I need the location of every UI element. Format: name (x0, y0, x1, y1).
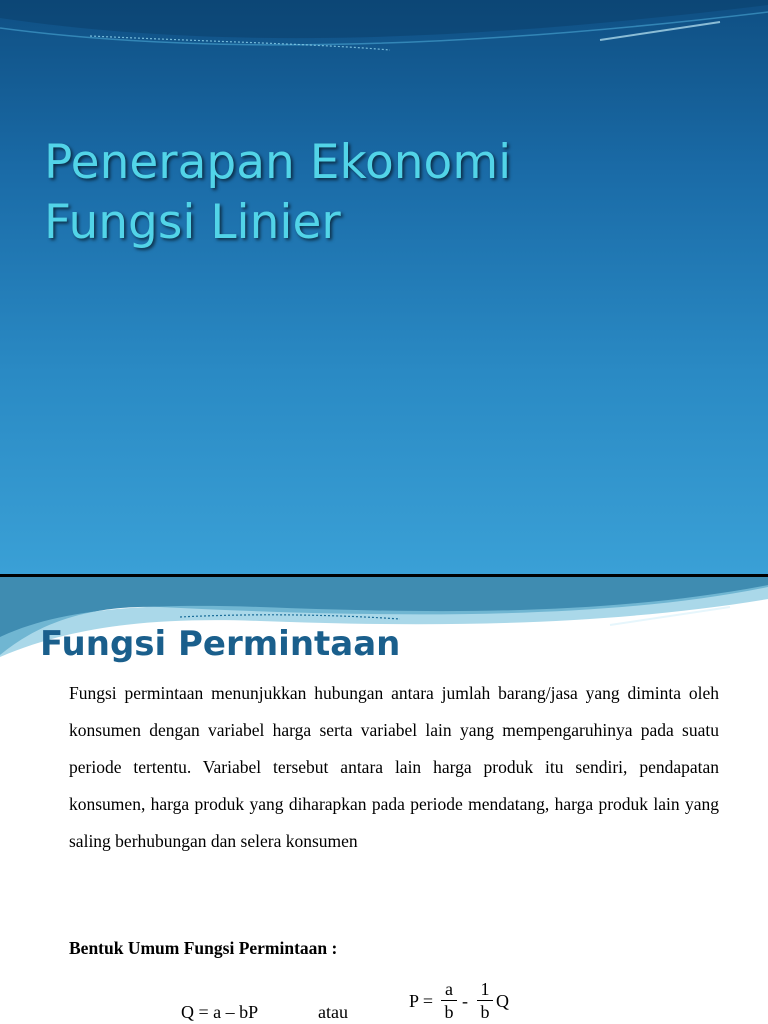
title-line-1: Penerapan Ekonomi (44, 135, 512, 190)
formula-q: Q = a – bP (181, 1002, 259, 1022)
formula-q-variable: Q (496, 991, 509, 1011)
slide-heading: Fungsi Permintaan (40, 624, 401, 664)
formula-minus: - (462, 991, 468, 1011)
fraction-denominator: b (480, 1002, 490, 1022)
fraction-bar (477, 1000, 493, 1001)
slide-fungsi-permintaan (0, 577, 768, 1024)
title-line-2: Fungsi Linier (44, 195, 341, 250)
body-paragraph: Fungsi permintaan menunjukkan hubungan antara jumlah barang/jasa yang diminta oleh konsumen dengan variabel harga serta variabel lain yang mempengaruhinya pada suatu periode tertentu. Variabel tersebut antara lain harga produk itu sendiri, pendapatan konsumen, harga produk yang diharapkan pada periode mendatang, harga produk lain yang saling berhubungan dan selera konsumen (69, 683, 719, 851)
fraction-numerator: a (445, 979, 453, 999)
fraction-1-over-b (477, 979, 493, 1022)
fraction-bar (441, 1000, 457, 1001)
formula-subheading: Bentuk Umum Fungsi Permintaan : (69, 938, 338, 958)
formula-connector: atau (318, 1002, 348, 1022)
slide-title-heading (44, 133, 511, 253)
fraction-denominator: b (444, 1002, 454, 1022)
fraction-a-over-b (441, 979, 457, 1022)
fraction-numerator: 1 (480, 979, 490, 999)
formula-p-lhs: P = (409, 991, 433, 1011)
header-wave-decoration (0, 0, 768, 80)
